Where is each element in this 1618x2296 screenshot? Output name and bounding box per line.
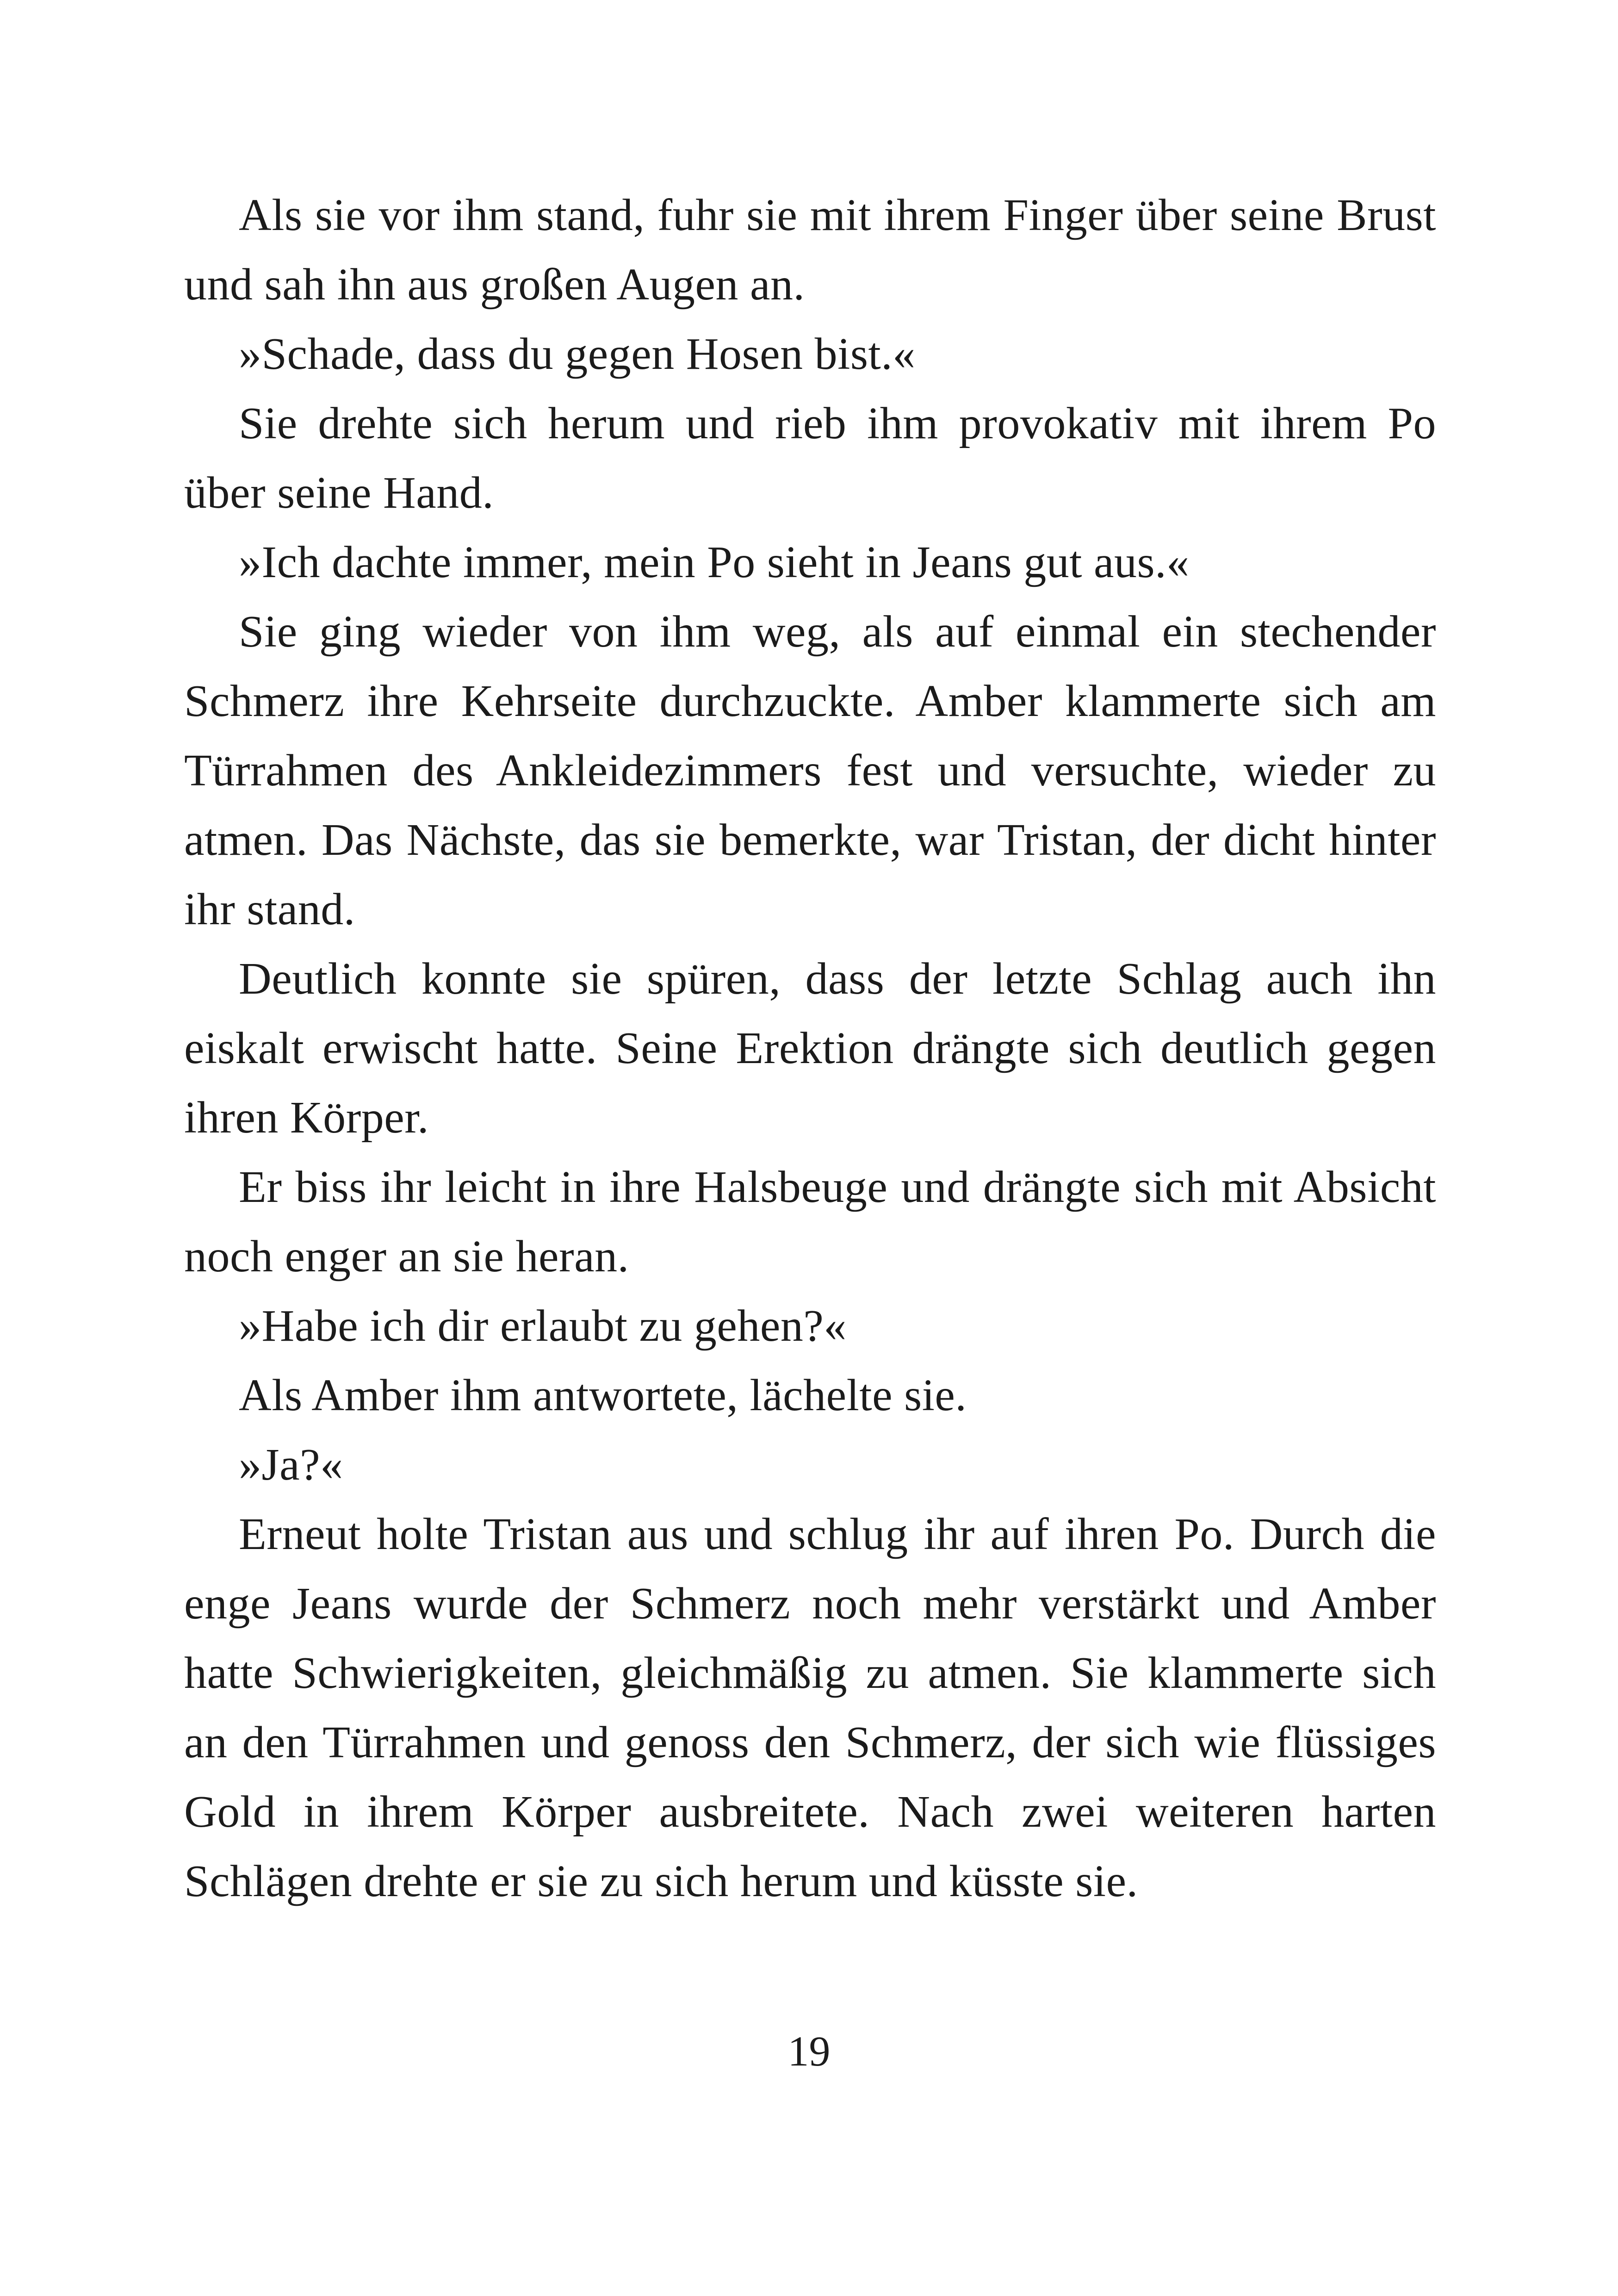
paragraph: Als sie vor ihm stand, fuhr sie mit ihrem Finger über seine Brust und sah ihn aus großen Augen an.	[184, 190, 1436, 310]
paragraph: Deutlich konnte sie spüren, dass der letzte Schlag auch ihn eiskalt erwischt hatte. Seine Erektion drängte sich deutlich gegen ihren Körper.	[184, 954, 1436, 1143]
paragraph: Er biss ihr leicht in ihre Halsbeuge und drängte sich mit Absicht noch enger an sie heran.	[184, 1162, 1436, 1282]
paragraph: Erneut holte Tristan aus und schlug ihr auf ihren Po. Durch die enge Jeans wurde der Schmerz noch mehr verstärkt und Amber hatte Schwierigkeiten, gleichmäßig zu atmen. Sie klammerte sich an den Türrahmen und genoss den Schmerz, der sich wie flüssiges Gold in ihrem Körper ausbreitete. Nach zwei weiteren harten Schlägen drehte er sie zu sich herum und küsste sie.	[184, 1509, 1436, 1906]
paragraph: Sie drehte sich herum und rieb ihm provokativ mit ihrem Po über seine Hand.	[184, 398, 1436, 518]
paragraph: »Ich dachte immer, mein Po sieht in Jeans gut aus.«	[239, 537, 1190, 587]
paragraph: Sie ging wieder von ihm weg, als auf einmal ein stechender Schmerz ihre Kehrseite durchzuckte. Amber klammerte sich am Türrahmen des Ankleidezimmers fest und versuchte, wieder zu atmen. Das Nächste, das sie bemerkte, war Tristan, der dicht hinter ihr stand.	[184, 607, 1436, 934]
paragraph: Als Amber ihm antwortete, lächelte sie.	[239, 1370, 967, 1420]
paragraph: »Ja?«	[239, 1440, 343, 1490]
paragraph: »Schade, dass du gegen Hosen bist.«	[239, 329, 916, 379]
paragraph: »Habe ich dir erlaubt zu gehen?«	[239, 1301, 847, 1351]
page-number: 19	[787, 2028, 831, 2075]
page-text-block	[184, 180, 1436, 1916]
